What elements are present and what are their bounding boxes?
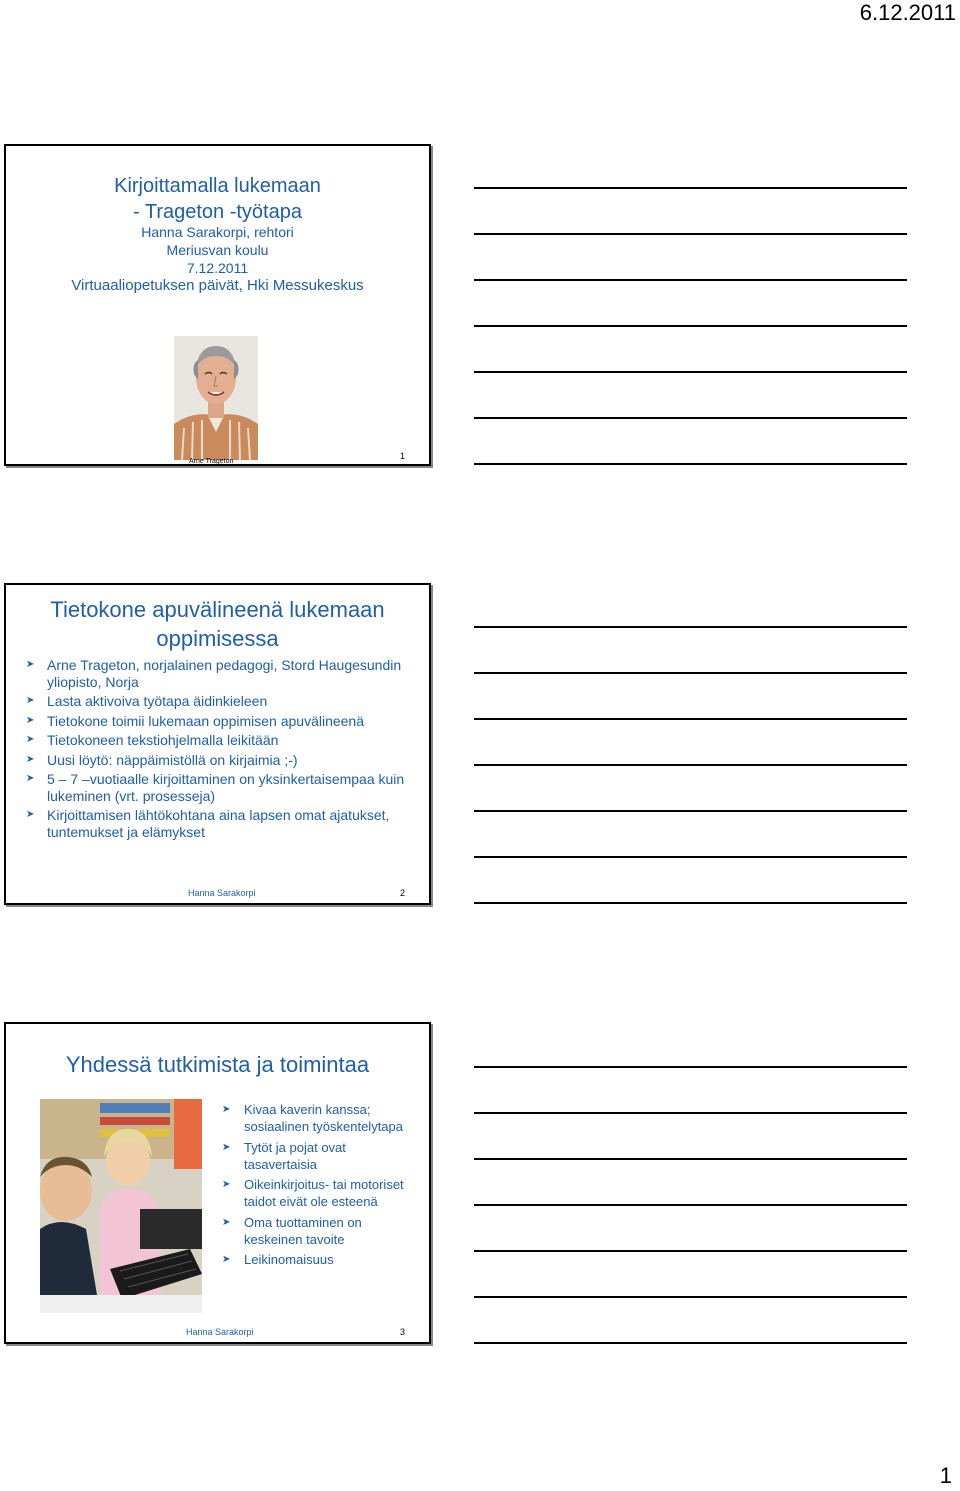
slide-2-title-line-2: oppimisessa [156, 626, 279, 651]
list-item: ➤ Leikinomaisuus [222, 1252, 334, 1268]
note-line [474, 463, 907, 465]
portrait-illustration [174, 336, 258, 460]
note-line [474, 1250, 907, 1252]
slide-1 [4, 144, 431, 466]
arrow-bullet-icon: ➤ [222, 1104, 231, 1115]
slide-1-title [6, 173, 429, 225]
note-line [474, 1342, 907, 1344]
slide-3 [4, 1022, 431, 1344]
page-number: 1 [939, 1463, 952, 1488]
portrait-photo [174, 336, 258, 460]
school-name: Meriusvan koulu [166, 242, 269, 258]
note-line [474, 672, 907, 674]
slide-number: 3 [399, 1327, 405, 1337]
slide-2-title-line-1: Tietokone apuvälineenä lukemaan [50, 597, 385, 622]
slide-number: 2 [399, 888, 405, 898]
note-line [474, 764, 907, 766]
note-line [474, 1204, 907, 1206]
list-item: ➤ Arne Trageton, norjalainen pedagogi, Stord Haugesundin yliopisto, Norja [26, 657, 402, 690]
slide-1-title-line-1: Kirjoittamalla lukemaan [114, 175, 321, 197]
note-line [474, 1066, 907, 1068]
arrow-bullet-icon: ➤ [222, 1179, 231, 1191]
slide-footer-name: Hanna Sarakorpi [186, 1327, 254, 1337]
page-date: 6.12.2011 [859, 0, 956, 25]
note-line [474, 810, 907, 812]
arrow-bullet-icon: ➤ [26, 734, 35, 745]
list-item: ➤ 5 – 7 –vuotiaalle kirjoittaminen on yksinkertaisempaa kuin lukeminen (vrt. prosesseja) [26, 771, 405, 804]
list-item: ➤ Uusi löytö: näppäimistöllä on kirjaimia ;-) [26, 751, 298, 768]
photo-caption: Arne Trageton [189, 458, 234, 465]
arrow-bullet-icon: ➤ [26, 773, 35, 784]
arrow-bullet-icon: ➤ [26, 809, 35, 820]
list-item: ➤ Kirjoittamisen lähtökohtana aina lapsen omat ajatukset, tuntemukset ja elämykset [26, 807, 390, 840]
note-line [474, 279, 907, 281]
list-item: ➤ Tietokoneen tekstiohjelmalla leikitään [26, 732, 279, 748]
note-line [474, 1112, 907, 1114]
note-line [474, 626, 907, 628]
list-item: ➤ Tytöt ja pojat ovat tasavertaisia [222, 1139, 346, 1172]
slide-3-bullet-list [222, 1101, 412, 1272]
note-line [474, 417, 907, 419]
arrow-bullet-icon: ➤ [26, 753, 35, 765]
note-line [474, 1296, 907, 1298]
children-illustration [40, 1099, 202, 1313]
slide-2 [4, 583, 431, 905]
note-line [474, 1158, 907, 1160]
event-name: Virtuaaliopetuksen päivät, Hki Messukeskus [71, 277, 364, 294]
list-item: ➤ Oma tuottaminen on keskeinen tavoite [222, 1214, 362, 1248]
note-line [474, 371, 907, 373]
slide-footer-name: Hanna Sarakorpi [188, 888, 256, 898]
slide-2-bullet-list [26, 657, 416, 843]
note-line [474, 856, 907, 858]
presentation-date: 7.12.2011 [186, 260, 249, 276]
presenter-name: Hanna Sarakorpi, rehtori [141, 224, 294, 240]
list-item: ➤ Kivaa kaverin kanssa; sosiaalinen työskentelytapa [222, 1102, 403, 1135]
note-line [474, 233, 907, 235]
arrow-bullet-icon: ➤ [222, 1216, 231, 1228]
note-line [474, 187, 907, 189]
slide-1-title-line-2: - Trageton -työtapa [133, 201, 302, 223]
slide-2-title [6, 595, 429, 653]
arrow-bullet-icon: ➤ [222, 1254, 231, 1266]
list-item: ➤ Tietokone toimii lukemaan oppimisen apuvälineenä [26, 712, 365, 729]
arrow-bullet-icon: ➤ [26, 695, 35, 706]
note-line [474, 325, 907, 327]
note-line [474, 902, 907, 904]
list-item: ➤ Lasta aktivoiva työtapa äidinkieleen [26, 693, 268, 709]
note-line [474, 718, 907, 720]
arrow-bullet-icon: ➤ [222, 1141, 231, 1153]
arrow-bullet-icon: ➤ [26, 659, 35, 670]
list-item: ➤ Oikeinkirjoitus- tai motoriset taidot eivät ole esteenä [222, 1177, 404, 1210]
arrow-bullet-icon: ➤ [26, 714, 35, 726]
slide-number: 1 [399, 451, 405, 461]
slide-3-title: Yhdessä tutkimista ja toimintaa [65, 1052, 370, 1077]
children-at-computer-photo [40, 1099, 202, 1313]
